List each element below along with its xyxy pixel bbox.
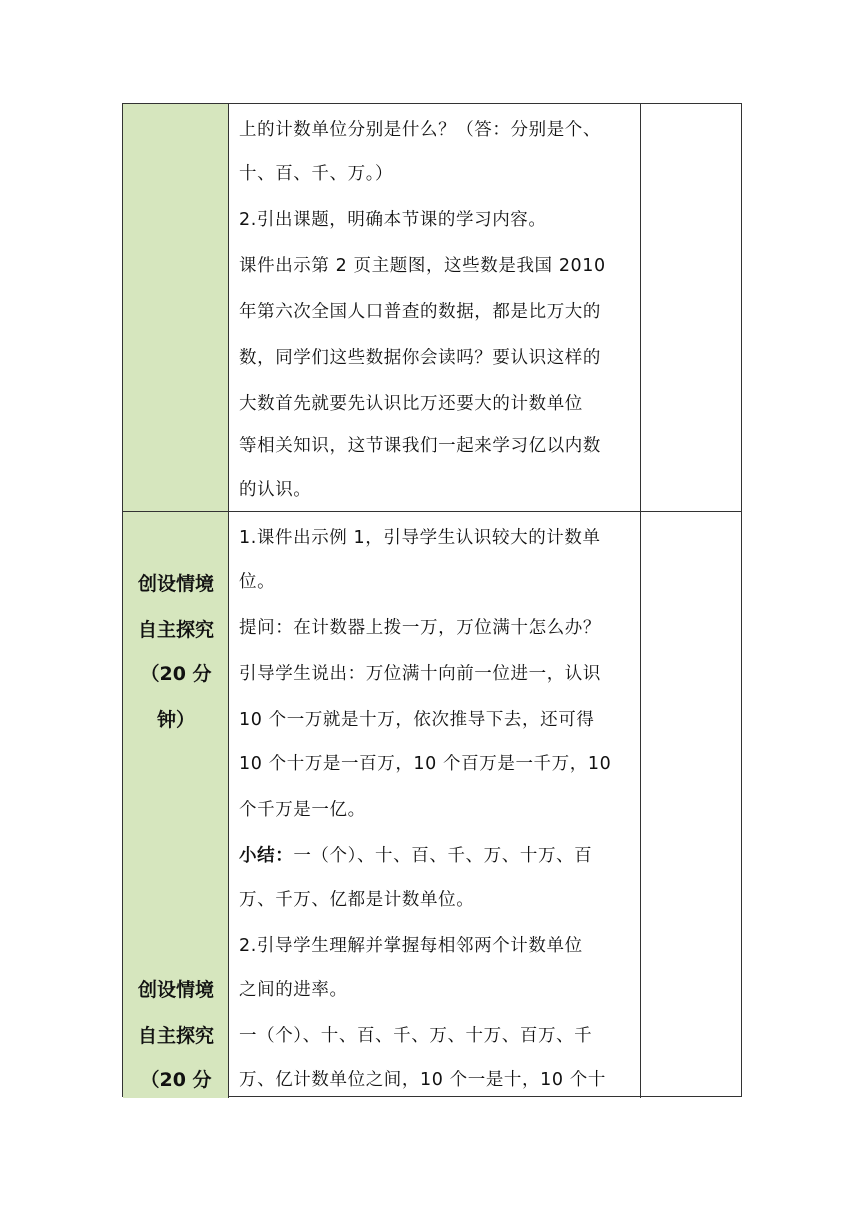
content-line: 数，同学们这些数据你会读吗？要认识这样的: [239, 348, 601, 368]
content-line: 位。: [239, 572, 276, 592]
table-row: [123, 511, 741, 1098]
summary-line: [239, 844, 592, 868]
content-line: 等相关知识，这节课我们一起来学习亿以内数: [239, 436, 601, 456]
content-line: 万、亿计数单位之间，10 个一是十，10 个十: [239, 1070, 606, 1090]
stage-label: 创设情境: [137, 979, 214, 1001]
stage-cell: [123, 512, 229, 1098]
content-cell: [229, 512, 641, 1098]
stage-label: 自主探究: [137, 1025, 214, 1047]
table-row: [123, 104, 741, 511]
notes-cell: [641, 512, 741, 1098]
content-line: 万、千万、亿都是计数单位。: [239, 890, 475, 910]
content-line: 十、百、千、万。）: [239, 164, 394, 184]
summary-label: 小结：: [239, 846, 294, 866]
content-line: 2.引导学生理解并掌握每相邻两个计数单位: [239, 936, 583, 956]
stage-duration: 钟）: [156, 709, 195, 731]
stage-duration: （20 分: [140, 663, 212, 685]
content-line: 一（个）、十、百、千、万、十万、百万、千: [239, 1026, 593, 1046]
content-cell: [229, 104, 641, 511]
content-line: 上的计数单位分别是什么？（答：分别是个、: [239, 120, 601, 140]
lesson-plan-table: [122, 103, 742, 1097]
content-line: 引导学生说出：万位满十向前一位进一，认识: [239, 664, 601, 684]
stage-label: 自主探究: [137, 619, 214, 641]
summary-text: 一（个）、十、百、千、万、十万、百: [293, 846, 593, 866]
content-line: 的认识。: [239, 480, 312, 500]
content-line: 2.引出课题，明确本节课的学习内容。: [239, 210, 547, 230]
content-line: 10 个十万是一百万，10 个百万是一千万，10: [239, 754, 612, 774]
content-line: 大数首先就要先认识比万还要大的计数单位: [239, 394, 583, 414]
content-line: 年第六次全国人口普查的数据，都是比万大的: [239, 302, 601, 322]
content-line: 课件出示第 2 页主题图，这些数是我国 2010: [239, 256, 606, 276]
content-line: 提问：在计数器上拨一万，万位满十怎么办？: [239, 618, 601, 638]
content-line: 之间的进率。: [239, 980, 348, 1000]
notes-cell: [641, 104, 741, 511]
stage-label: 创设情境: [137, 573, 214, 595]
stage-duration: （20 分: [140, 1069, 212, 1091]
content-line: 个千万是一亿。: [239, 800, 366, 820]
content-line: 1.课件出示例 1，引导学生认识较大的计数单: [239, 528, 601, 548]
stage-cell: [123, 104, 229, 511]
content-line: 10 个一万就是十万，依次推导下去，还可得: [239, 710, 595, 730]
